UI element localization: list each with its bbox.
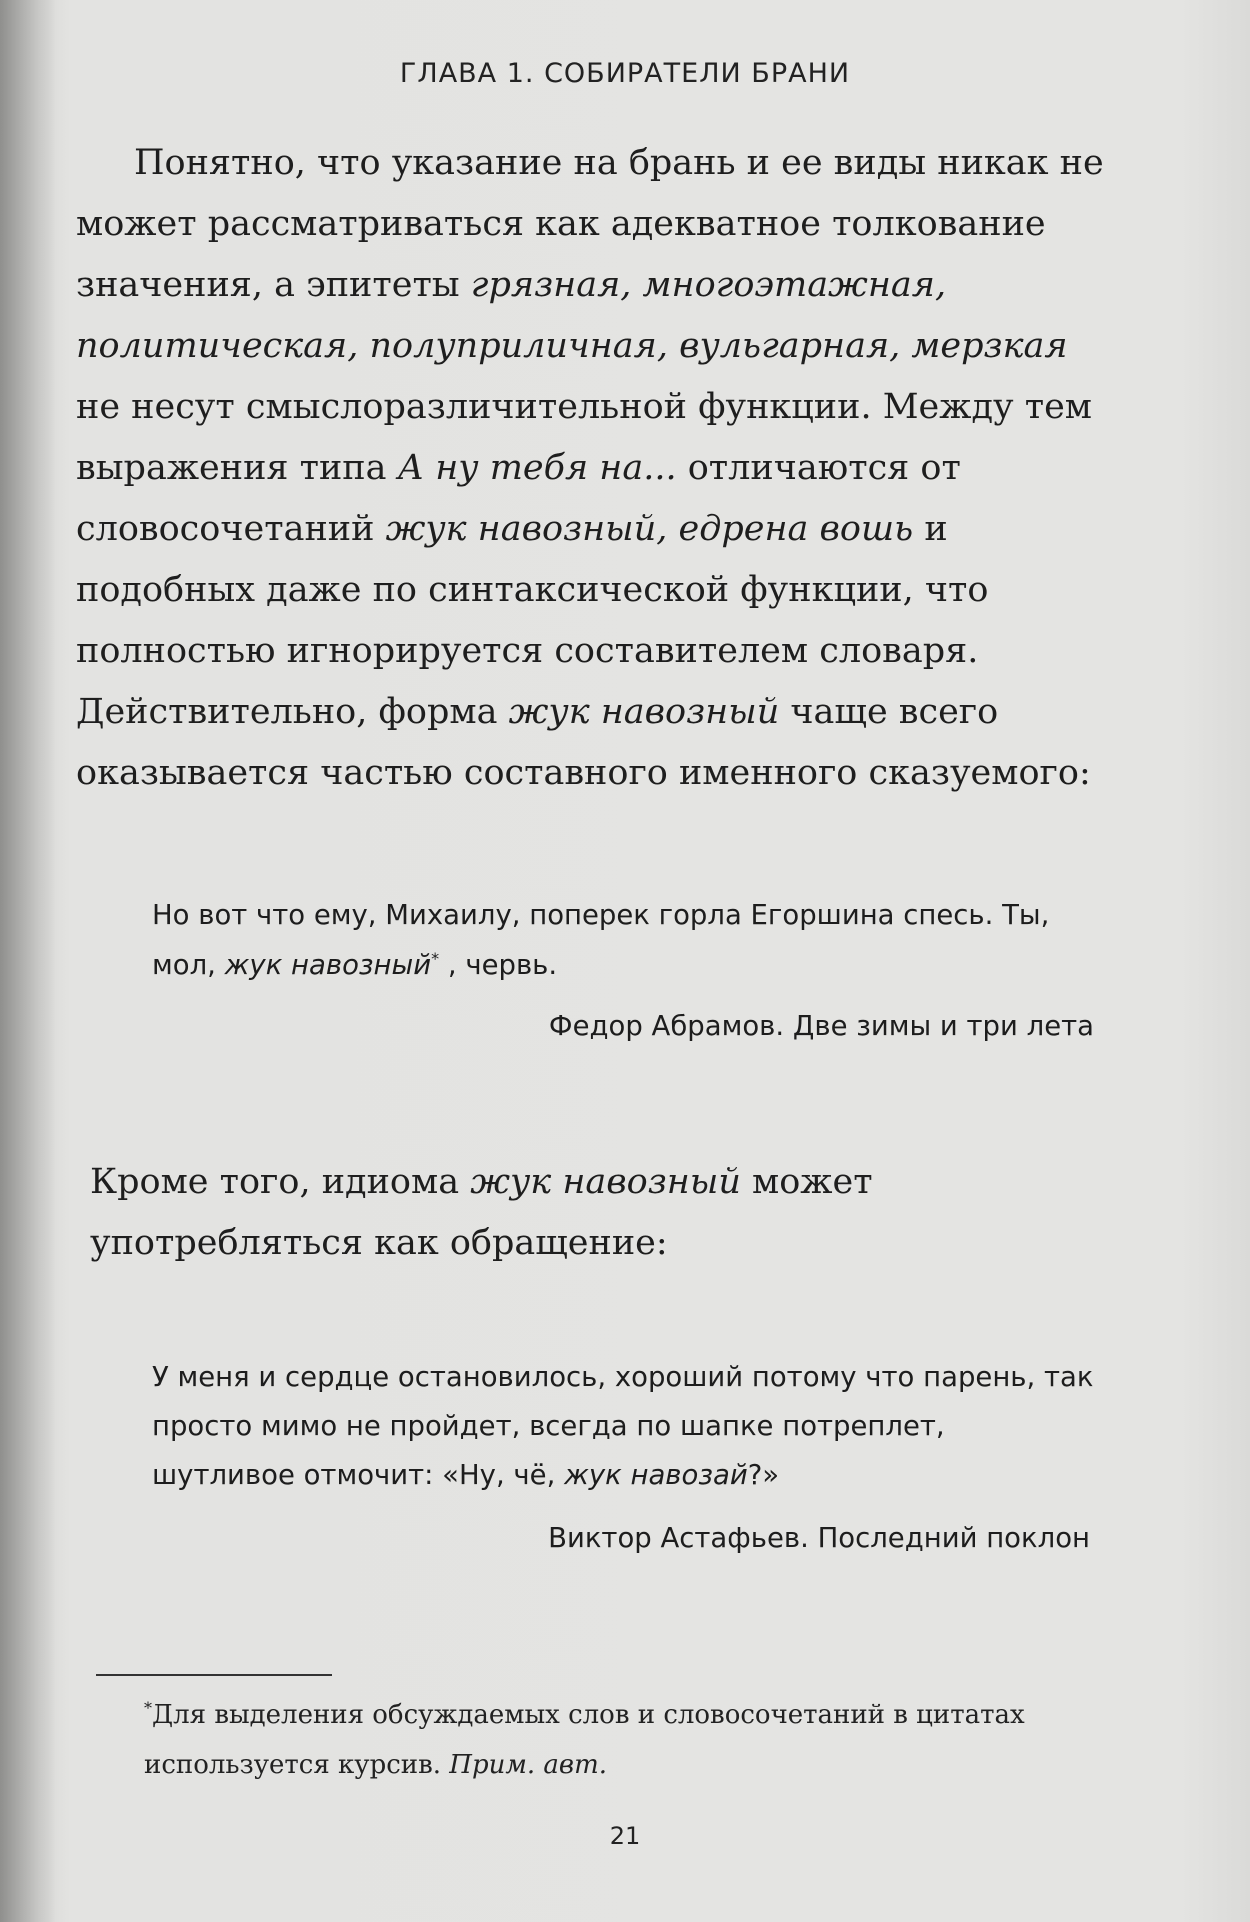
paragraph-2: Кроме того, идиома жук навозный может употребляться как обращение: [90, 1162, 873, 1263]
page-number: 21 [609, 1822, 641, 1850]
book-spine-shadow [0, 0, 56, 1922]
emphasis-idiom: жук навозный [508, 692, 780, 732]
quote-2-attribution: Виктор Астафьев. Последний поклон [548, 1522, 1090, 1554]
footnote-mark: * [431, 948, 440, 968]
emphasis-idiom: жук навозный, едрена вошь [385, 509, 914, 549]
emphasis-idiom: А ну тебя на... [397, 448, 677, 488]
emphasis-idiom: жук навозай [564, 1459, 748, 1491]
quote-1: Но вот что ему, Михаилу, поперек горла Егоршина спесь. Ты, мол, жук навозный* , червь. [152, 899, 1050, 981]
running-header: ГЛАВА 1. СОБИРАТЕЛИ БРАНИ [399, 58, 851, 89]
footnote-divider [96, 1674, 332, 1676]
footnote-mark: * [144, 1698, 152, 1718]
footnote: *Для выделения обсуждаемых слов и словосочетаний в цитатах используется курсив. Прим. авт. [144, 1698, 1025, 1780]
footnote-author-note: Прим. авт. [449, 1750, 607, 1780]
emphasis-idiom: жук навозный [224, 949, 432, 981]
paragraph-1: Понятно, что указание на брань и ее виды никак не может рассматриваться как адекватное толкование значения, а эпитеты грязная, многоэтажная, политическая, полуприличная, вульгарная, мерзкая не несут смыслоразличительной функции. Между тем выражения типа А ну тебя на... отличаются от словосочетаний жук навозный, едрена вошь и подобных даже по синтаксической функции, что полностью игнорируется составителем словаря. Действительно, форма жук навозный чаще всего оказывается частью составного именного сказуемого: [76, 143, 1104, 793]
emphasis-idiom: жук навозный [470, 1162, 741, 1202]
quote-1-attribution: Федор Абрамов. Две зимы и три лета [548, 1010, 1094, 1042]
quote-2: У меня и сердце остановилось, хороший потому что парень, так просто мимо не пройдет, всегда по шапке потреплет, шутливое отмочит: «Ну, чё, жук навозай?» [152, 1361, 1094, 1491]
emphasis-epithets: грязная, многоэтажная, политическая, полуприличная, вульгарная, мерзкая [76, 265, 1068, 366]
